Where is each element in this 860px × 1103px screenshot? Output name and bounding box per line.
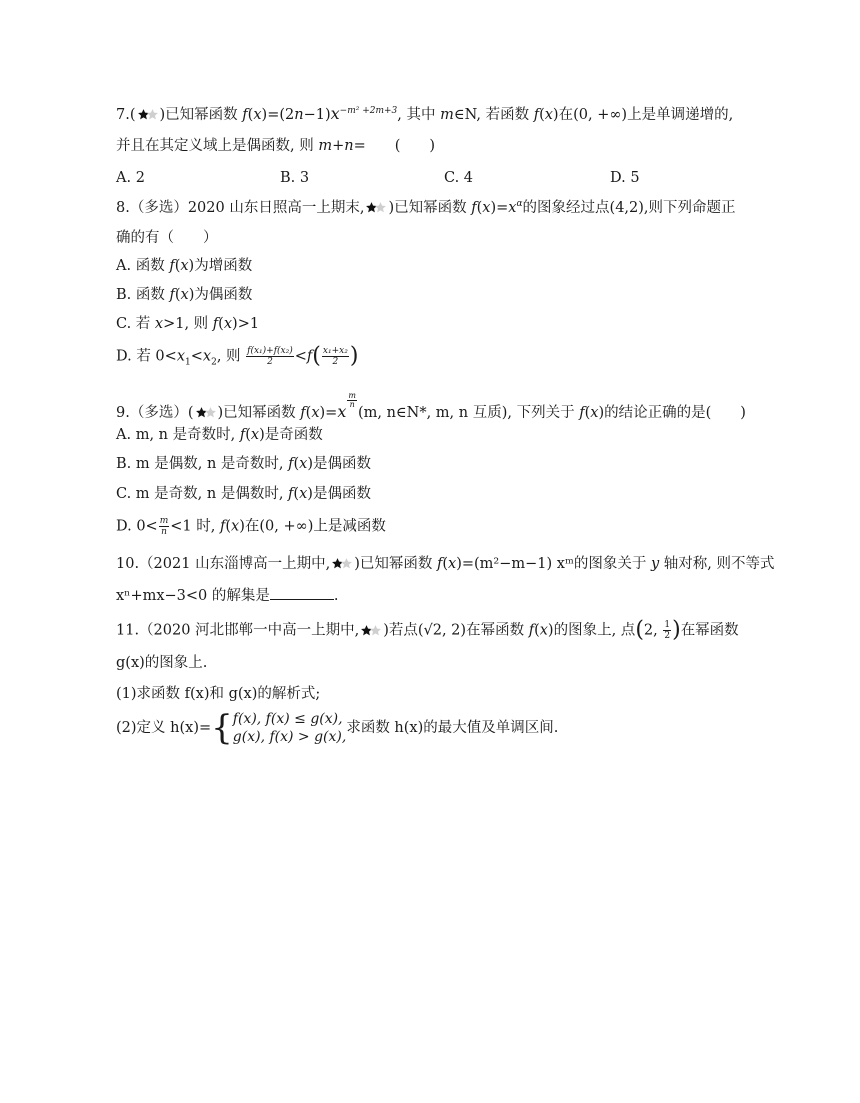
q11-text: )若点(√2, 2)在幂函数 [383,622,529,639]
q9-option-c-label: C. m 是奇数, n 是偶数时, [116,486,289,502]
q11-part2-label: (2)定义 h(x)= [116,720,212,736]
q9-option-d-text: <1 时, [170,518,220,535]
q7-text5: ∈N, 若函数 [453,107,534,123]
q10-line2-text: xⁿ+mx−3<0 的解集是 [116,588,270,604]
q9-option-d-label: D. 0< [116,518,158,535]
difficulty-stars-icon [137,108,159,122]
q9-option-c[interactable]: C. m 是奇数, n 是偶数时, f(x)是偶函数 [116,486,371,502]
q9-option-b[interactable]: B. m 是偶数, n 是奇数时, f(x)是偶函数 [116,456,372,472]
q9-text3: 的结论正确的是( ) [604,404,746,421]
q11-stem-line1: 11.（2020 河北邯郸一中高一上期中, )若点(√2, 2)在幂函数 f(x)的图象上, 点(2, $\frac{1}{2}$ )在幂函数 [116,617,739,643]
difficulty-stars-icon [360,624,382,638]
q8-option-d-text: , 则 [216,348,241,365]
q7-text4: , 其中 [397,107,441,123]
q11-case1: f(x), f(x) ≤ g(x), [232,711,343,727]
left-brace: { [211,708,233,748]
q9-option-a[interactable]: A. m, n 是奇数时, f(x)是奇函数 [116,427,323,443]
q10-text2: =(m²−m−1) xᵐ的图象关于 [461,556,651,572]
q8-option-d[interactable]: D. 若 $0<x_1<x_2$, 则 $\frac{\text{f(x₁)+f(x₂)}}{2}$ <f( $\frac{\text{x₁+x₂}}{2}$ ) [116,343,359,369]
q10-y: y [650,556,660,572]
q11-case2: g(x), f(x) > g(x), [232,729,347,745]
q7-option-d[interactable]: D. 5 [610,170,640,186]
q10-period: . [333,588,339,604]
q11-text3: 在幂函数 [680,622,739,639]
q8-option-b-text: 为偶函数 [194,287,253,303]
q7-option-a[interactable]: A. 2 [116,170,145,186]
q9-text2: (m, n∈N*, m, n 互质), 下列关于 [357,404,580,421]
q7-text3: −1) [303,107,331,123]
q8-text2: 的图象经过点(4,2),则下列命题正 [522,200,736,216]
q10-source: 10.（2021 山东淄博高一上期中, [116,556,331,572]
q11-stem-line2: g(x)的图象上. [116,655,208,671]
q9-option-d[interactable]: D. 0< $\frac{m}{n}$ <1 时, f(x)在(0, +∞)上是减函数 [116,516,386,537]
q8-option-b-label: B. 函数 [116,287,170,303]
q7-line2-text: 并且在其定义域上是偶函数, 则 [116,138,319,154]
q8-option-b[interactable]: B. 函数 f(x)为偶函数 [116,287,253,303]
q8-fraction-b: $\frac{\text{x₁+x₂}}{2}$ [322,346,348,367]
q8-text: )已知幂函数 [388,200,472,216]
q8-option-a[interactable]: A. 函数 f(x)为增函数 [116,258,253,274]
q11-part2 [116,710,558,746]
q9-option-a-text: 是奇函数 [264,427,323,443]
difficulty-stars-icon [365,201,387,215]
q8-option-c[interactable]: C. 若 x>1, 则 f(x)>1 [116,316,260,332]
q9-option-a-label: A. m, n 是奇数时, [116,427,240,443]
q8-option-d-label: D. 若 0< [116,348,177,365]
q7-text: )已知幂函数 [159,107,243,123]
q9-stem-line1: 9.（多选）( )已知幂函数 f(x)=x $^{\frac{m}{n}}$ (m, n∈N*, m, n 互质), 下列关于 f(x)的结论正确的是( ) [116,391,746,421]
q8-option-a-label: A. 函数 [116,258,170,274]
q9-fraction: $\frac{m}{n}$ [159,516,169,537]
q10-stem-line2 [116,585,339,606]
q9-option-d-text2: 在(0, +∞)上是减函数 [244,518,386,535]
q7-number: 7.( [116,107,136,123]
q8-option-c-label: C. 若 [116,316,155,332]
q9-text: )已知幂函数 [217,404,301,421]
q11-piecewise [233,710,347,746]
q9-option-b-text: 是偶函数 [313,456,372,472]
q10-answer-blank[interactable] [270,585,334,600]
q11-text2: 的图象上, 点 [553,622,636,639]
q10-text: )已知幂函数 [354,556,437,572]
q7-text2: =(2 [267,107,295,123]
q11-part2-text: 求函数 h(x)的最大值及单调区间. [346,720,559,736]
q7-option-c[interactable]: C. 4 [444,170,474,186]
q8-stem-line1: 8.（多选）2020 山东日照高一上期末, )已知幂函数 $f(x)=x^\alpha$的图象经过点(4,2),则下列命题正 [116,199,736,216]
q10-stem-line1: 10.（2021 山东淄博高一上期中, )已知幂函数 f(x)=(m²−m−1) xᵐ的图象关于 y 轴对称, 则不等式 [116,556,775,572]
q11-part1: (1)求函数 f(x)和 g(x)的解析式; [116,686,321,702]
difficulty-stars-icon [331,557,353,571]
q8-source: 8.（多选）2020 山东日照高一上期末, [116,200,365,216]
q7-answer-paren: = ( ) [353,138,436,154]
q7-text6: 在(0, +∞)上是单调递增的, [558,107,734,123]
q8-stem-line2: 确的有（ ） [116,230,218,246]
q7-f: f [242,107,248,123]
q8-option-c-text2: >1 [237,316,260,332]
q8-option-a-text: 为增函数 [194,258,253,274]
q7-option-b[interactable]: B. 3 [280,170,310,186]
difficulty-stars-icon [195,406,217,420]
q8-fraction-a: $\frac{\text{f(x₁)+f(x₂)}}{2}$ [247,346,293,367]
q9-option-b-label: B. m 是偶数, n 是奇数时, [116,456,289,472]
q9-number: 9.（多选）( [116,404,194,421]
q8-option-c-text: >1, 则 [163,316,213,332]
q7-stem-line2: 并且在其定义域上是偶函数, 则 m+n= ( ) [116,138,436,154]
q7-stem-line1: 7.( )已知幂函数 $f(x)=(2n-1)x^{-m^2 +2m+3}$, 其中 m∈N, 若函数 f(x)在(0, +∞)上是单调递增的, [116,104,734,123]
q7-exponent: −m² +2m+3 [339,106,398,117]
q11-source: 11.（2020 河北邯郸一中高一上期中, [116,622,360,639]
q11-fraction: $\frac{1}{2}$ [664,620,671,641]
q9-option-c-text: 是偶函数 [312,486,371,502]
q10-text3: 轴对称, 则不等式 [659,556,775,572]
